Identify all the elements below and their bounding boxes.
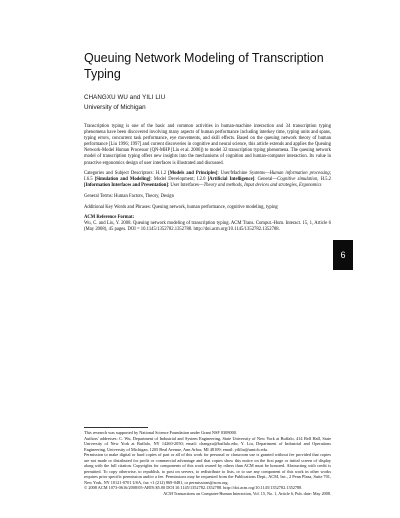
- category-text-1: : User/Machine Systems—: [217, 171, 270, 177]
- keywords: Additional Key Words and Phrases: Queuing network, human performance, cognitive modeling, typing: [84, 204, 278, 210]
- acm-reference-heading: ACM Reference Format:: [84, 215, 135, 221]
- category-italic-2: Cognitive simulation: [277, 177, 318, 183]
- category-italic-3: Theory and methods, Input devices and strategies, Ergonomics: [203, 183, 322, 189]
- authors-addresses: Authors' addresses: C. Wu, Department of Industrial and System Engineering, State University of New York at Buffalo, 414 Bell Hall, State University of New York at Buffalo, NY 14260-2050; email: changxu@buffalo.edu; Y. Liu, Department of Industrial and Operations Engineering, University of Michigan, 1205 Beal Avenue, Ann Arbor, MI 48109; email: yililiu@umich.edu.: [84, 435, 331, 452]
- abstract: Transcription typing is one of the basic and common activities in human-machine interaction and 34 transcription typing phenomena have been discovered involving many aspects of human performance including interkey time, typing units and spans, typing errors, concurrent task performance, eye movements, and skill effects. Based on the queuing network theory of human performance [Liu 1996; 1997] and current discoveries in cognitive and neural science, this article extends and applies the Queuing Network-Model Human Processor (QN-MHP [Liu et al. 2006]) to model 32 transcription typing phenomena. The queuing network model of transcription typing offers new insights into the mechanisms of cognition and human-computer interaction. Its value in proactive ergonomics design of user interfaces is illustrated and discussed.: [84, 124, 331, 166]
- category-bold-3: [Artificial Intelligence]: [207, 177, 255, 183]
- category-text-4: : General—: [254, 177, 278, 183]
- acm-reference: Wu, C. and Liu, Y. 2008. Queuing network modeling of transcription typing. ACM Trans. Comput.-Hum. Interact. 15, 1, Article 6 (May 2008), 45 pages. DOI = 10.1145/1352782.1352788. http://doi.acm.org/10.1145/1352782.1352788.: [84, 221, 331, 233]
- funding-note: This research was supported by National Science Foundation under Grant NSF 0308000.: [84, 430, 237, 435]
- categories-lead: Categories and Subject Descriptors: H.1.2: [84, 171, 169, 177]
- permission-notice: Permission to make digital or hard copies of part or all of this work for personal or classroom use is granted without fee provided that copies are not made or distributed for profit or commercial advantage and that copies show this notice on the first page or initial screen of display along with the full citation. Copyrights for components of this work owned by others than ACM must be honored. Abstracting with credit is permitted. To copy otherwise, to republish, to post on servers, to redistribute to lists, or to use any component of this work in other works requires prior specific permission and/or a fee. Permissions may be requested from the Publications Dept., ACM, Inc., 2 Penn Plaza, Suite 701, New York, NY 10121-0701 USA, fax +1 (212) 869-0481, or permissions@acm.org.: [84, 452, 331, 485]
- category-bold-4: [Information Interfaces and Presentation]: [84, 183, 168, 189]
- authors: CHANGXU WU and YILI LIU: [84, 94, 166, 101]
- journal-footer: ACM Transactions on Computer-Human Interaction, Vol. 15, No. 1, Article 6, Pub. date: May 2008.: [163, 491, 331, 496]
- category-text-3: : Model Development; I.2.0: [150, 177, 208, 183]
- affiliation: University of Michigan: [84, 104, 146, 111]
- category-bold-1: [Models and Principles]: [168, 171, 218, 177]
- category-text-6: : User Interfaces—: [167, 183, 204, 189]
- category-italic-1: Human information processing: [269, 171, 330, 177]
- category-text-5: , H.5.2: [317, 177, 331, 183]
- article-number-tab: 6: [333, 240, 353, 270]
- categories-and-descriptors: [84, 171, 331, 189]
- footnote-divider: [84, 427, 148, 428]
- category-bold-2: [Simulation and Modeling]: [94, 177, 151, 183]
- copyright-notice: © 2008 ACM 1073-0616/2008/05-ART6 $5.00 DOI 10.1145/1352782.1352788. http://doi.acm.org/10.1145/1352782.1352788.: [84, 485, 303, 491]
- general-terms: General Terms: Human Factors, Theory, Design: [84, 193, 174, 199]
- paper-title: Queuing Network Modeling of Transcription Typing: [84, 51, 324, 81]
- footnotes: [84, 430, 331, 491]
- category-text-2: ; I.6.5: [84, 171, 332, 183]
- front-matter: [84, 124, 331, 238]
